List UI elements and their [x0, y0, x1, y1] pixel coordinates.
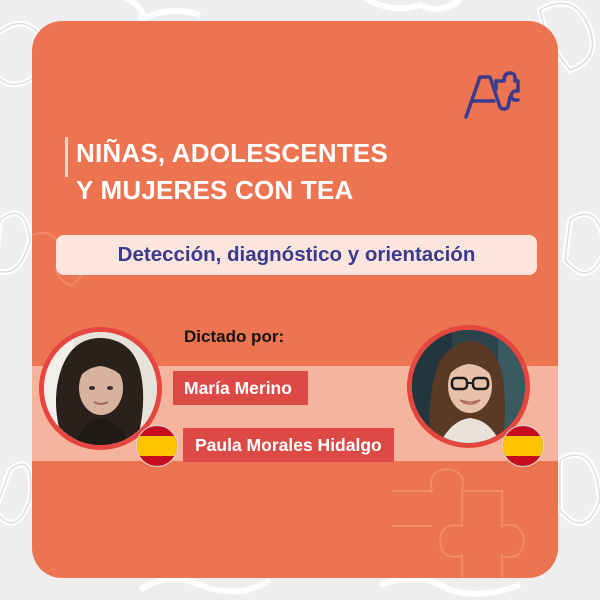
speakers-heading: Dictado por:	[184, 327, 285, 346]
page-title	[76, 135, 388, 209]
title-line-1: NIÑAS, ADOLESCENTES	[76, 138, 388, 168]
title-line-2: Y MUJERES CON TEA	[76, 175, 354, 205]
speaker-name-tag: María Merino	[173, 371, 308, 405]
spain-flag-icon	[502, 425, 544, 467]
subtitle: Detección, diagnóstico y orientación	[56, 235, 537, 275]
event-card	[32, 21, 558, 578]
speaker-name-tag: Paula Morales Hidalgo	[183, 428, 394, 462]
title-accent-bar	[65, 137, 68, 177]
puzzle-a-logo-icon	[460, 67, 520, 121]
spain-flag-icon	[136, 425, 178, 467]
